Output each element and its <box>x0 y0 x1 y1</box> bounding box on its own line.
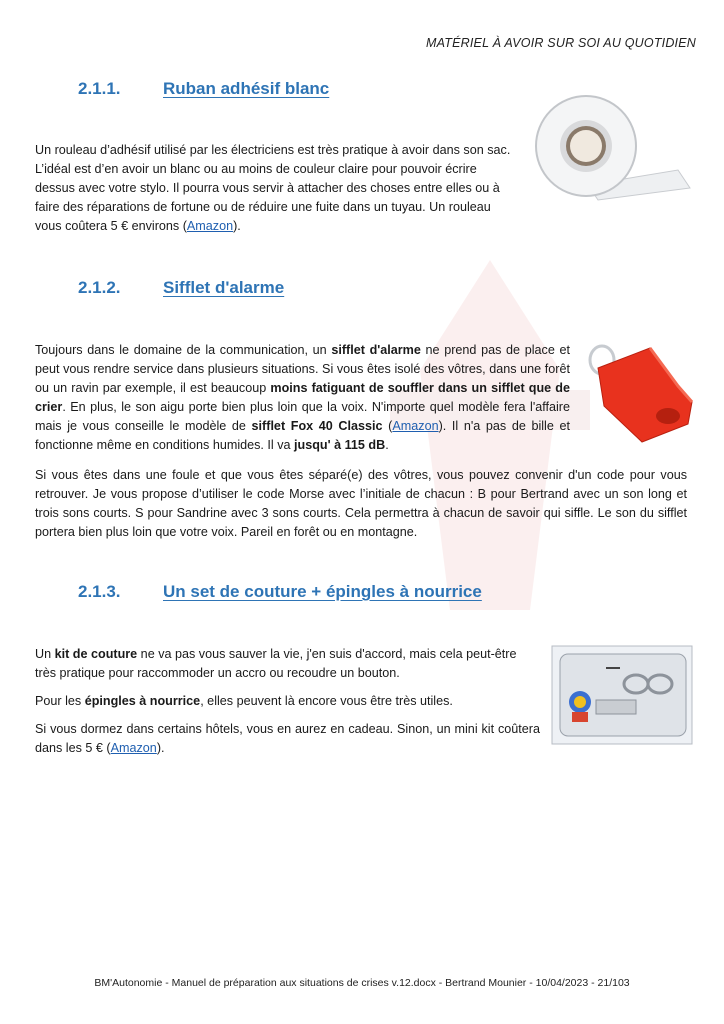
section-number: 2.1.3. <box>78 582 121 601</box>
amazon-link[interactable]: Amazon <box>186 219 234 233</box>
amazon-link[interactable]: Amazon <box>110 741 157 755</box>
section-heading-sifflet <box>78 278 284 298</box>
section-title: Ruban adhésif blanc <box>163 79 330 98</box>
section-heading-couture <box>78 582 482 602</box>
section-title: Sifflet d'alarme <box>163 278 285 297</box>
section-text-sifflet: Toujours dans le domaine de la communication, un sifflet d'alarme ne prend pas de place et peut vous rendre service dans plusieurs situations. Si vous êtes isolé des vôtres, dans une forêt ou un ravin par exemple, il est beaucoup moins fatiguant de souffler dans un sifflet que de crier. En plus, le son aigu porte bien plus loin que la voix. N'importe quel modèle fera l'affaire mais je vous conseille le modèle de sifflet Fox 40 Classic (Amazon). Il n'a pas de bille et fonctionne même en conditions humides. Il va jusqu' à 115 dB. <box>35 343 570 452</box>
section-number: 2.1.1. <box>78 79 121 98</box>
section-text-sifflet-2: Si vous êtes dans une foule et que vous êtes séparé(e) des vôtres, vous pouvez convenir d'un code pour vous retrouver. Je vous propose d’utiliser le code Morse avec l’initiale de chacun : B pour Bertrand avec un son long et trois sons courts. S pour Sandrine avec 3 sons courts. Cela permettra à chacun de savoir qui siffle. Le son du sifflet portera bien plus loin que votre voix. Pareil en forêt ou en montagne. <box>35 468 687 539</box>
section-text-couture: Un kit de couture ne va pas vous sauver la vie, j'en suis d'accord, mais cela peut-être très pratique pour raccommoder un accro ou recoudre un bouton. Pour les épingles à nourrice, elles peuvent là encore vous être très utiles. Si vous dormez dans certains hôtels, vous en aurez en cadeau. Sinon, un mini kit coûtera dans les 5 € (Amazon). <box>35 647 540 755</box>
red-whistle-image <box>580 338 698 446</box>
page-footer: BM'Autonomie - Manuel de préparation aux situations de crises v.12.docx - Bertrand Mounier - 10/04/2023 - 21/103 <box>94 977 630 989</box>
section-text-ruban: Un rouleau d’adhésif utilisé par les électriciens est très pratique à avoir dans son sac. L’idéal est d’en avoir un blanc ou au moins de couleur claire pour pouvoir écrire dessus avec votre stylo. Il pourra vous servir à attacher des choses entre elles ou à faire des réparations de fortune ou de réduire une fuite dans un tuyau. Un rouleau vous coûtera 5 € environs (Amazon). <box>35 143 511 233</box>
amazon-link[interactable]: Amazon <box>392 419 439 433</box>
sewing-kit-image <box>550 644 694 746</box>
section-heading-ruban <box>78 79 329 99</box>
section-title: Un set de couture + épingles à nourrice <box>163 582 482 601</box>
page-header: MATÉRIEL À AVOIR SUR SOI AU QUOTIDIEN <box>426 36 696 50</box>
white-tape-image <box>528 90 694 202</box>
section-number: 2.1.2. <box>78 278 121 297</box>
